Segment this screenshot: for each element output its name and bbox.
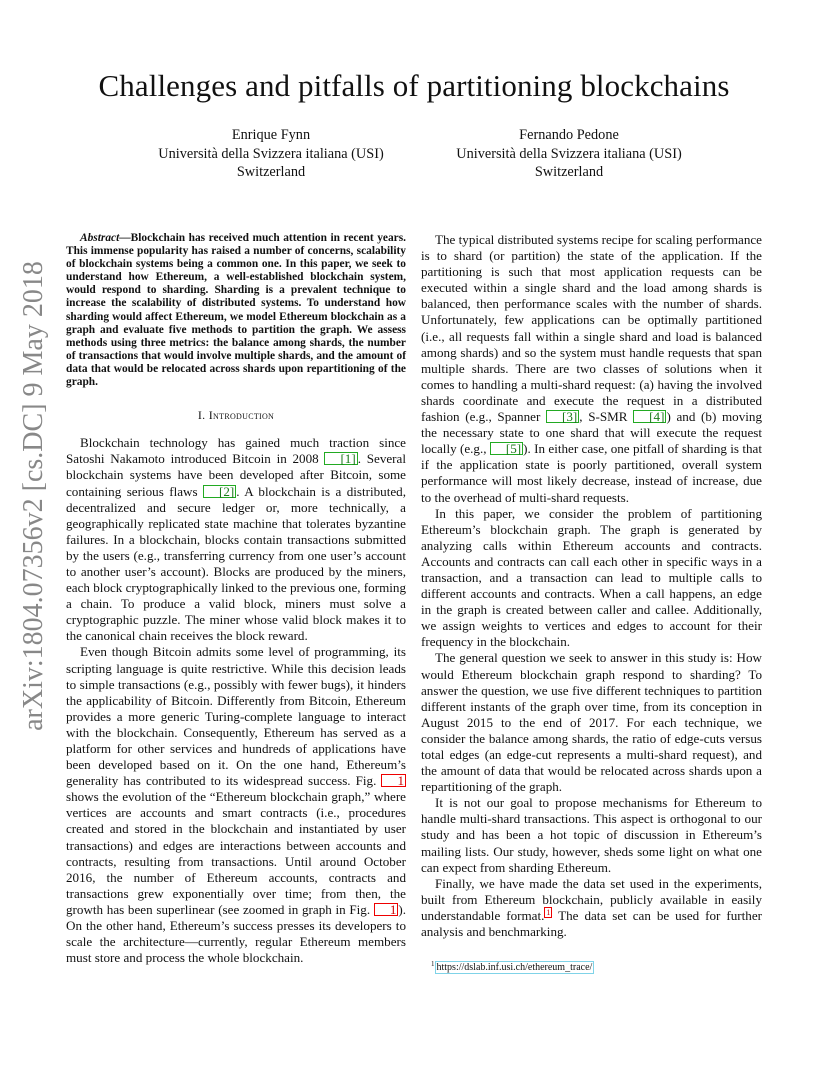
footnote-url-link[interactable]: https://dslab.inf.usi.ch/ethereum_trace/ — [436, 962, 593, 974]
section-heading — [66, 407, 406, 423]
intro-paragraph-7 — [421, 876, 762, 940]
intro-paragraph-6: It is not our goal to propose mechanisms for Ethereum to handle multi-shard transactions. This aspect is orthogonal to our study and has been a hot topic of discussion in Ethereum’s mailing lists. Our study, however, sheds some light on what one can expect from sharding Ethereum. — [421, 795, 762, 875]
intro-paragraph-3 — [421, 232, 762, 506]
text-run: shows the evolution of the “Ethereum blockchain graph,” where vertices are accounts and smart contracts (i.e., procedures created and stored in the blockchain and instantiated by user transactions) and edges are interactions between accounts and contracts, resulting from transactions. Until around October 2016, the number of Ethereum accounts, contracts and transactions grew exponentially over time; from then, the growth has been superlinear (see zoomed in graph in Fig. — [66, 789, 406, 917]
section-title: Introduction — [208, 408, 275, 423]
citation-link[interactable]: [4] — [633, 410, 666, 423]
intro-paragraph-4: In this paper, we consider the problem of partitioning Ethereum’s blockchain graph. The graph is generated by analyzing calls within Ethereum accounts and contracts. Accounts and contracts can call each other in specific ways in a transaction, and a transaction can lead to multiple calls to different accounts and contracts. When a call happens, an edge in the graph is created between caller and callee. Additionally, we assign weights to vertices and edges to account for their frequency in the blockchain. — [421, 505, 762, 650]
author-affiliation: Università della Svizzera italiana (USI) — [456, 145, 682, 162]
abstract-label: Abstract — [80, 232, 120, 244]
figure-link[interactable]: 1 — [381, 774, 406, 787]
author-country: Switzerland — [236, 164, 306, 180]
text-run: The typical distributed systems recipe for scaling performance is to shard (or partition) the state of the application. If the partitioning is such that most application requests can be executed within a single shard and the load among shards is balanced, then performance scales with the number of shards. Unfortunately, few applications can be optimally partitioned (i.e., all requests fall within a single shard and load is balanced among shards) and so the system must handle requests that span multiple shards. There are two classes of solutions when it comes to handling a multi-shard request: (a) having the involved shards coordinate and execute the request in a distributed fashion (e.g., Spanner — [421, 232, 762, 425]
citation-link[interactable]: [1] — [324, 452, 357, 465]
footnote-mark: 1 — [431, 960, 435, 968]
text-run: ). On the other hand, Ethereum’s success presses its developers to scale the architecture—currently, regular Ethereum members must store and process the whole blockchain. — [66, 901, 406, 966]
text-run: The data set can be used for further analysis and benchmarking. — [421, 907, 762, 940]
author-country: Switzerland — [534, 164, 604, 180]
abstract-text: —Blockchain has received much attention in recent years. This immense popularity has raised a number of concerns, scalability of blockchain systems being a common one. In this paper, we seek to understand how Ethereum, a well-established blockchain system, would respond to sharding. Sharding is a prevalent technique to increase the scalability of distributed systems. To understand how sharding would affect Ethereum, we model Ethereum blockchain as a graph and evaluate five methods to partition the graph. We assess methods using three metrics: the balance among shards, the number of transactions that would involve multiple shards, and the amount of data that would be relocated across shards upon repartitioning of the graph. — [66, 232, 406, 389]
author-affiliation: Università della Svizzera italiana (USI) — [158, 145, 384, 162]
text-run: . Several blockchain systems have been developed after Bitcoin, some containing serious flaws — [66, 451, 406, 499]
intro-paragraph-5: The general question we seek to answer in this study is: How would Ethereum blockchain graph respond to sharding? To answer the question, we use five different techniques to partition different instants of the graph over time, from its conception in August 2015 to the end of 2017. For each technique, we consider the balance among shards, the ratio of edge-cuts versus total edges (an edge-cut represents a multi-shard request), and the amount of data that would be relocated across shards upon a repartitioning of the graph. — [421, 650, 762, 795]
citation-link[interactable]: [5] — [490, 442, 523, 455]
footnote — [431, 960, 594, 973]
text-run: . A blockchain is a distributed, decentralized and secure ledger or, more technically, a geographically replicated state machine that tolerates byzantine failures. In a blockchain, blocks contain transactions submitted by the users (e.g., transferring currency from one user’s account to another user’s account). Blocks are produced by the miners, each block cryptographically linked to the previous one, forming a chain. To produce a valid block, miners must solve a cryptographic puzzle. The miner whose valid block makes it to the canonical chain receives the block reward. — [66, 483, 406, 644]
arxiv-watermark — [14, 261, 54, 731]
text-run: Even though Bitcoin admits some level of programming, its scripting language is quite restrictive. While this decision leads to simple transactions (e.g., possibly with fewer bugs), it hinders the applicability of Bitcoin. Differently from Bitcoin, Ethereum provides a more generic Turing-complete language to interact with the blockchain. Consequently, Ethereum has served as a platform for other services and hundreds of applications have been developed based on it. On the one hand, Ethereum’s generality has contributed to its widespread success. Fig. — [66, 644, 406, 789]
text-run: Blockchain technology has gained much traction since Satoshi Nakamoto introduced Bitcoin in 2008 — [66, 435, 406, 467]
citation-link[interactable]: [2] — [203, 485, 236, 498]
author-name: Fernando Pedone — [519, 127, 619, 143]
intro-paragraph-1 — [66, 435, 406, 644]
intro-paragraph-2 — [66, 644, 406, 966]
right-column — [421, 232, 762, 940]
citation-link[interactable]: [3] — [546, 410, 579, 423]
figure-link[interactable]: 1 — [374, 903, 399, 916]
footnote-link[interactable]: 1 — [546, 907, 551, 917]
author-block-2 — [404, 126, 734, 182]
section-number: I. — [197, 408, 206, 423]
abstract — [66, 232, 406, 389]
left-column — [66, 232, 406, 966]
text-run: , S-SMR — [579, 409, 634, 425]
text-run: ). In either case, one pitfall of sharding is that if the application state is poorly partitioned, overall system performance will most likely decrease, instead of increase, due to the overhead of multi-shard requests. — [421, 441, 763, 505]
text-run: Finally, we have made the data set used in the experiments, built from Ethereum blockchain, publicly available in easily understandable format. — [421, 875, 762, 923]
text-run: ) and (b) moving the necessary state to one shard that will execute the request locally (e.g., — [421, 409, 762, 457]
author-name: Enrique Fynn — [231, 127, 311, 143]
paper-title: Challenges and pitfalls of partitioning blockchains — [98, 68, 730, 103]
author-block-1 — [106, 126, 436, 182]
arxiv-id: arXiv:1804.07356v2 [cs.DC] 9 May 2018 — [18, 261, 49, 731]
